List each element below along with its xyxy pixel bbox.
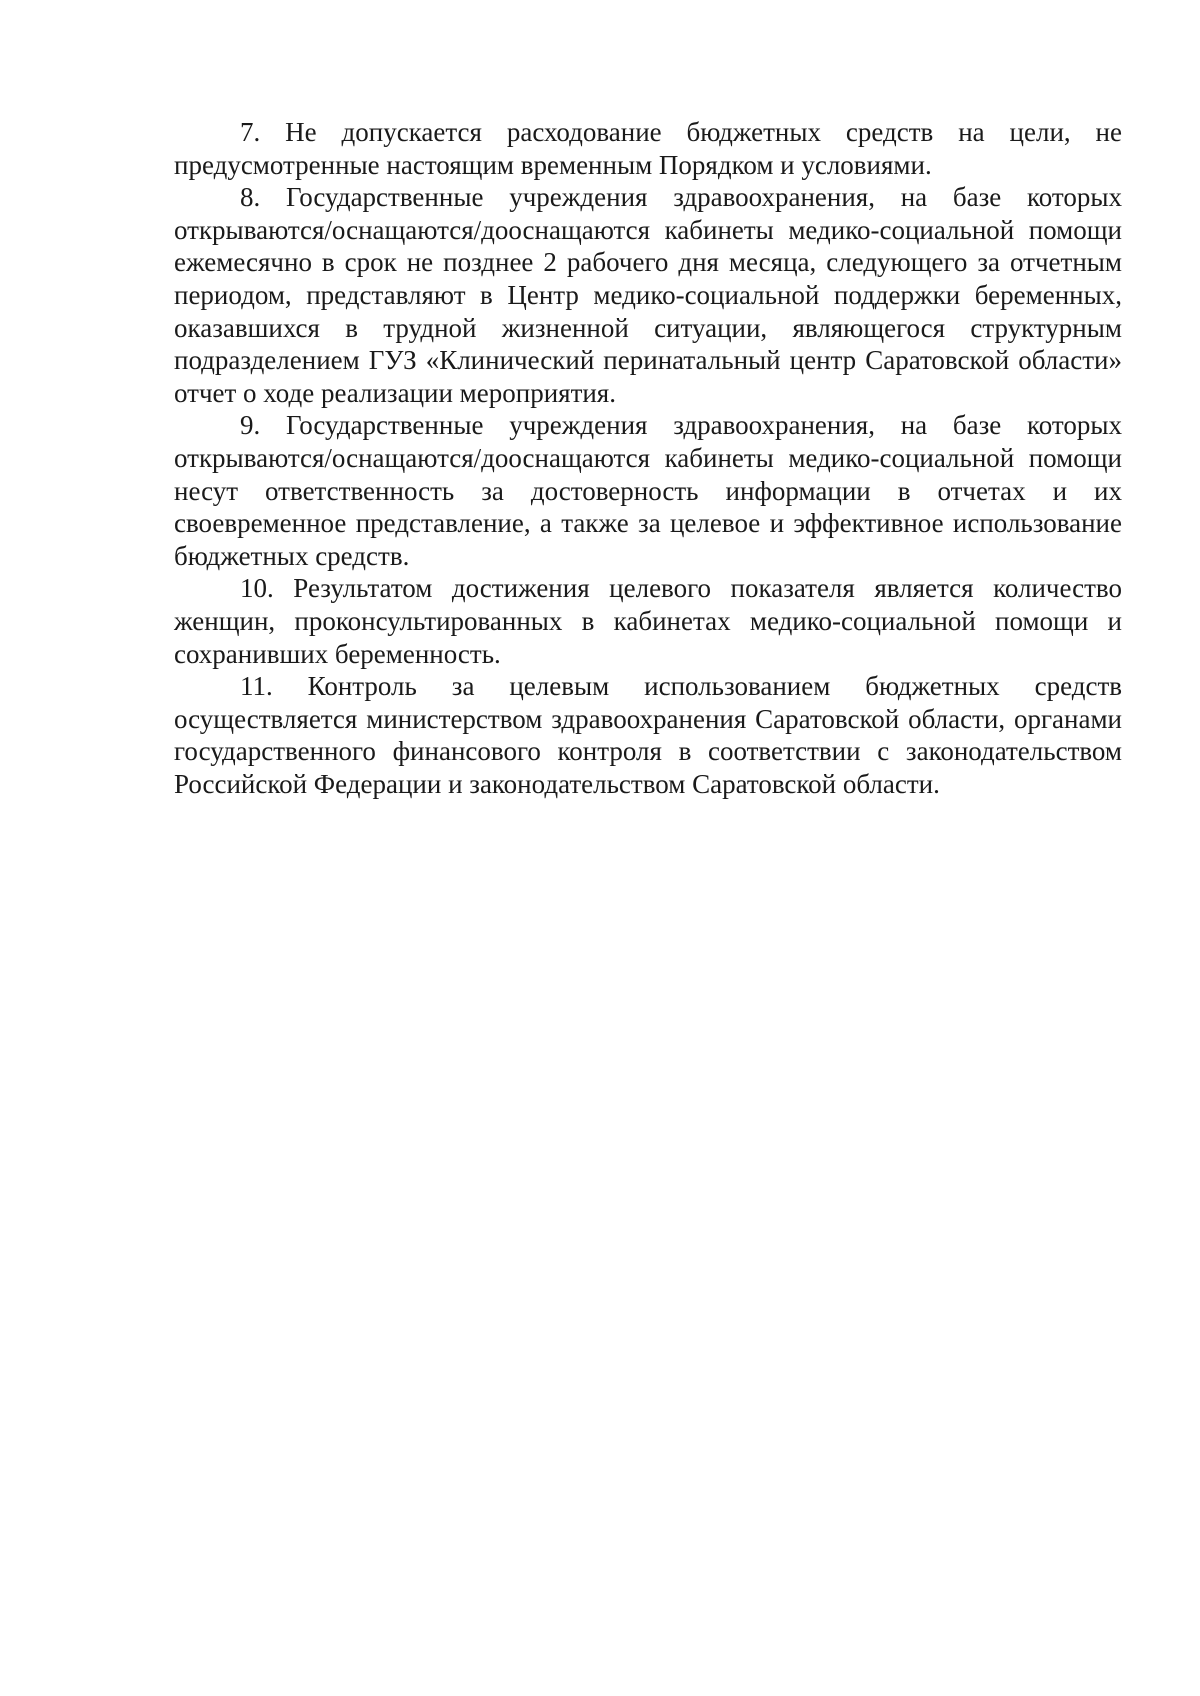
paragraph-8: 8. Государственные учреждения здравоохранения, на базе которых открываются/оснащаются/дооснащаются кабинеты медико-социальной помощи ежемесячно в срок не позднее 2 рабочего дня месяца, следующего за отчетным периодом, представляют в Центр медико-социальной поддержки беременных, оказавшихся в трудной жизненной ситуации, являющегося структурным подразделением ГУЗ «Клинический перинатальный центр Саратовской области» отчет о ходе реализации мероприятия. [174, 182, 1122, 408]
paragraph-10: 10. Результатом достижения целевого показателя является количество женщин, проконсультированных в кабинетах медико-социальной помощи и сохранивших беременность. [174, 573, 1122, 669]
paragraph-11: 11. Контроль за целевым использованием бюджетных средств осуществляется министерством здравоохранения Саратовской области, органами государственного финансового контроля в соответствии с законодательством Российской Федерации и законодательством Саратовской области. [174, 671, 1122, 799]
paragraph-9: 9. Государственные учреждения здравоохранения, на базе которых открываются/оснащаются/дооснащаются кабинеты медико-социальной помощи несут ответственность за достоверность информации в отчетах и их своевременное представление, а также за целевое и эффективное использование бюджетных средств. [174, 410, 1122, 571]
document-body [174, 116, 1122, 800]
paragraph-7: 7. Не допускается расходование бюджетных средств на цели, не предусмотренные настоящим временным Порядком и условиями. [174, 117, 1122, 180]
